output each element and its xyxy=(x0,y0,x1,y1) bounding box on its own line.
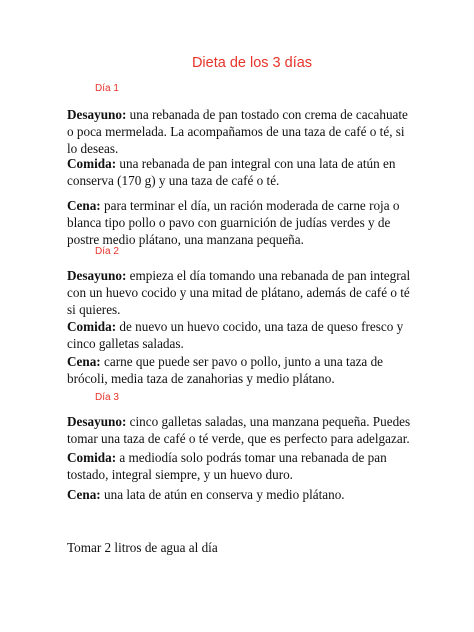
day-3-dinner-paragraph xyxy=(67,486,417,503)
day-1-dinner-heading: Cena: xyxy=(67,198,101,213)
day-2-dinner-text: carne que puede ser pavo o pollo, junto a una taza de brócoli, media taza de zanahorias y medio plátano. xyxy=(67,354,384,386)
water-intake-note: Tomar 2 litros de agua al día xyxy=(67,540,218,555)
day-2-lunch-heading: Comida: xyxy=(67,319,117,334)
day-3-label: Día 3 xyxy=(95,392,119,403)
day-3-lunch-text: a mediodía solo podrás tomar una rebanada de pan tostado, integral siempre, y un huevo duro. xyxy=(67,450,387,482)
day-3-lunch-paragraph xyxy=(67,449,417,483)
day-3-breakfast-paragraph xyxy=(67,413,417,447)
day-2-label: Día 2 xyxy=(95,246,119,257)
day-3-lunch-heading: Comida: xyxy=(67,450,117,465)
day-3-dinner-text: una lata de atún en conserva y medio plátano. xyxy=(100,487,345,502)
day-1-lunch-paragraph xyxy=(67,155,417,189)
day-1-breakfast-text: una rebanada de pan tostado con crema de cacahuate o poca mermelada. La acompañamos de una taza de café o té, si lo deseas. xyxy=(67,107,408,156)
day-1-dinner-text: para terminar el día, un ración moderada de carne roja o blanca tipo pollo o pavo con guarnición de judías verdes y de postre medio plátano, una manzana pequeña. xyxy=(67,198,400,247)
day-1-lunch-heading: Comida: xyxy=(67,156,117,171)
day-2-lunch-paragraph xyxy=(67,318,417,352)
day-1-dinner-paragraph xyxy=(67,197,417,248)
day-2-breakfast-text: empieza el día tomando una rebanada de pan integral con un huevo cocido y una mitad de plátano, además de café o té si quieres. xyxy=(67,268,411,317)
day-1-breakfast-paragraph xyxy=(67,106,417,157)
document-title: Dieta de los 3 días xyxy=(191,55,313,71)
day-1-lunch-text: una rebanada de pan integral con una lata de atún en conserva (170 g) y una taza de café o té. xyxy=(67,156,396,188)
day-1-label: Día 1 xyxy=(95,83,119,94)
day-2-dinner-paragraph xyxy=(67,353,417,387)
day-2-lunch-text: de nuevo un huevo cocido, una taza de queso fresco y cinco galletas saladas. xyxy=(67,319,404,351)
day-3-breakfast-heading: Desayuno: xyxy=(67,414,127,429)
day-3-dinner-heading: Cena: xyxy=(67,487,101,502)
day-2-dinner-heading: Cena: xyxy=(67,354,101,369)
day-1-breakfast-heading: Desayuno: xyxy=(67,107,127,122)
day-2-breakfast-heading: Desayuno: xyxy=(67,268,127,283)
day-2-breakfast-paragraph xyxy=(67,267,417,318)
day-3-breakfast-text: cinco galletas saladas, una manzana pequeña. Puedes tomar una taza de café o té verde, que es perfecto para adelgazar. xyxy=(67,414,411,446)
